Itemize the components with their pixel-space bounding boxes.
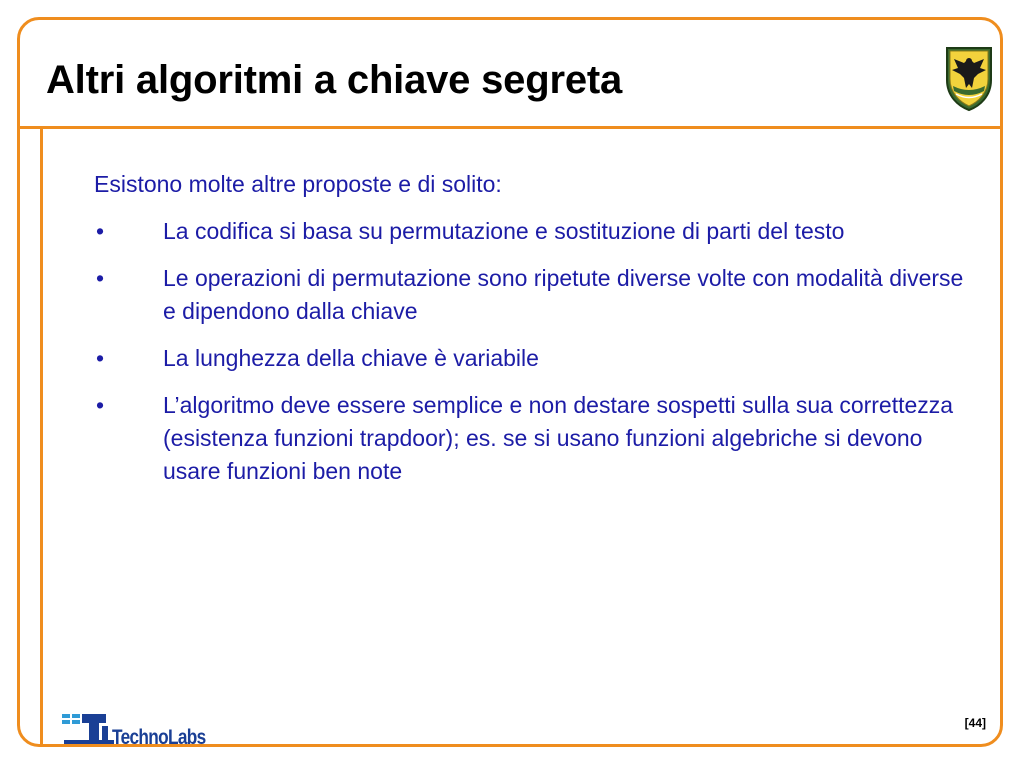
side-divider: [40, 126, 43, 747]
bullet-marker: •: [96, 392, 105, 418]
slide-body: [94, 168, 974, 502]
logo-text-labs: Labs: [168, 726, 206, 749]
intro-text: Esistono molte altre proposte e di solito:: [94, 171, 502, 197]
header-divider: [17, 126, 1003, 129]
bullet-text: La lunghezza della chiave è variabile: [163, 345, 539, 371]
bullet-marker: •: [96, 218, 105, 244]
bullet-text: L’algoritmo deve essere semplice e non destare sospetti sulla sua correttezza (esistenza funzioni trapdoor); es. se si usano funzioni algebriche si devono usare funzioni ben note: [163, 392, 954, 484]
list-item: [94, 262, 974, 328]
logo-wordmark: [112, 726, 206, 750]
slide-title: Altri algoritmi a chiave segreta: [46, 58, 623, 102]
eagle-crest-icon: [944, 44, 994, 112]
bullet-marker: •: [96, 345, 105, 371]
bullet-text: Le operazioni di permutazione sono ripetute diverse volte con modalità diverse e dipendono dalla chiave: [163, 265, 964, 324]
technolabs-logo: [62, 712, 222, 748]
logo-text-techno: Techno: [112, 726, 169, 749]
bullet-marker: •: [96, 265, 105, 291]
list-item: [94, 342, 974, 375]
technolabs-logo-mark: [62, 712, 114, 746]
list-item: [94, 215, 974, 248]
page-number: [44]: [964, 716, 986, 730]
bullet-list: [94, 215, 974, 488]
list-item: [94, 389, 974, 488]
bullet-text: La codifica si basa su permutazione e sostituzione di parti del testo: [163, 218, 845, 244]
